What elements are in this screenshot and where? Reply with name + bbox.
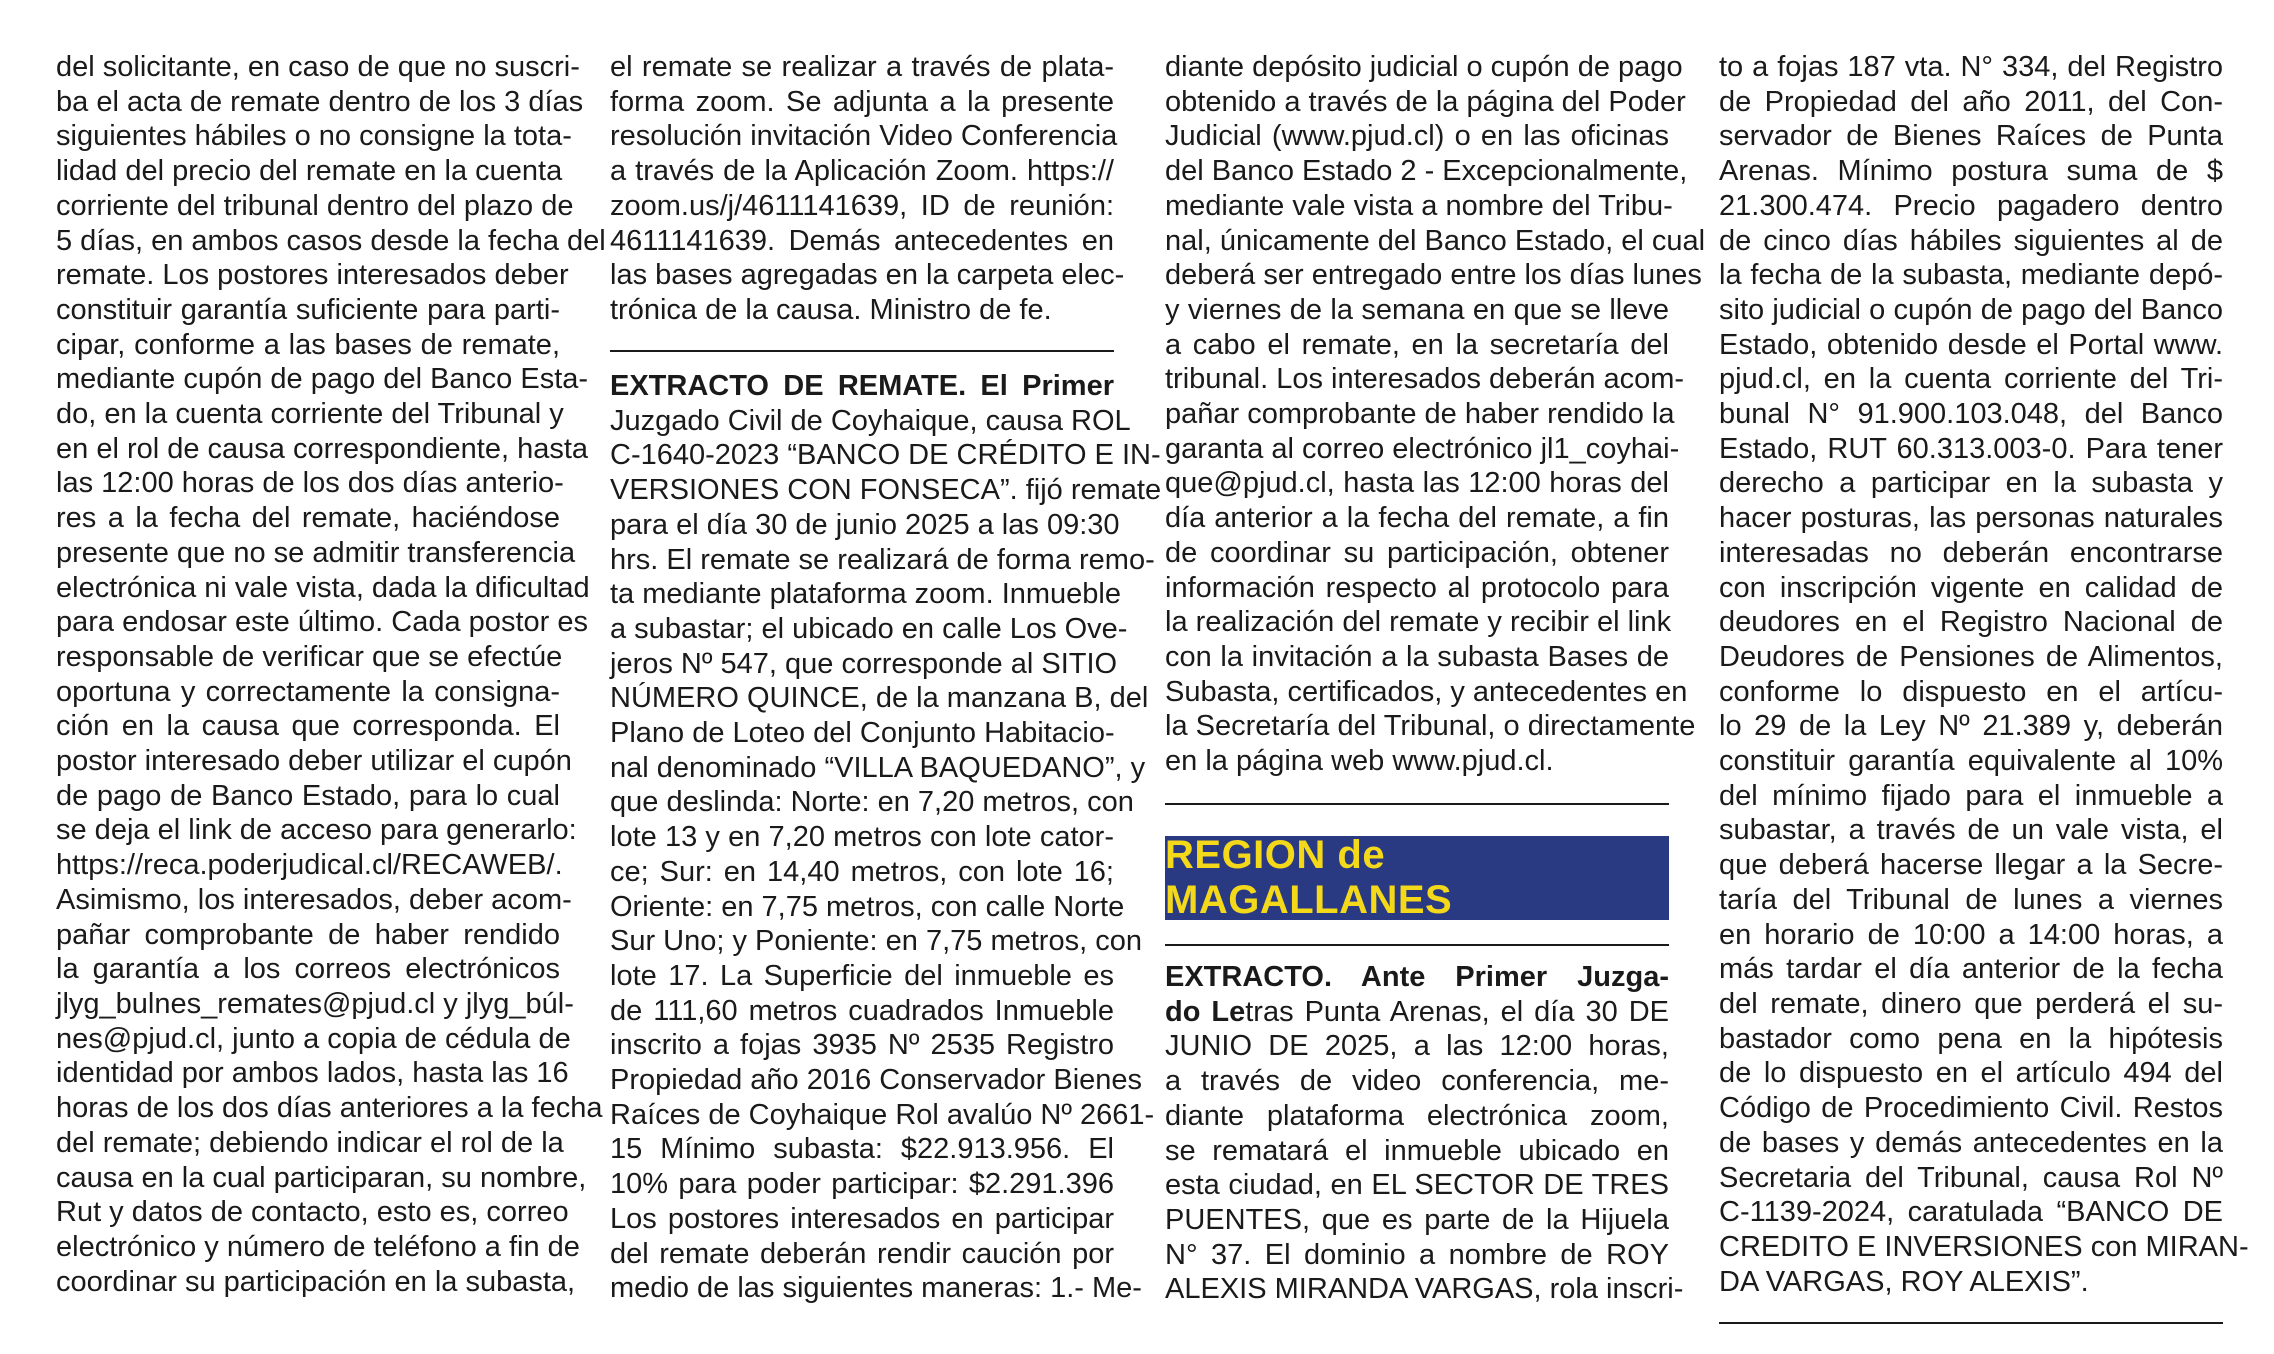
text-line: Estado, RUT 60.313.003-0. Para tener [1719,432,2223,465]
text-line: de Propiedad del año 2011, del Con- [1719,85,2223,118]
text-line: se deja el link de acceso para generarlo: [56,814,577,847]
text-line: Sur Uno; y Poniente: en 7,75 metros, con [610,925,1142,958]
region-banner: REGION de MAGALLANES [1165,836,1669,920]
text-line: hacer posturas, las personas naturales [1719,502,2223,535]
column-2-notice [610,369,1162,1306]
text-line: Arenas. Mínimo postura suma de $ [1719,155,2223,188]
text-line: se rematará el inmueble ubicado en [1165,1134,1669,1167]
text-line: en el rol de causa correspondiente, hasta [56,432,589,465]
text-line: to a fojas 187 vta. N° 334, del Registro [1719,51,2223,83]
text-line: constituir garantía equivalente al 10% [1719,745,2223,778]
text-line: de pago de Banco Estado, para lo cual [56,779,560,812]
text-line: a cabo el remate, en la secretaría del [1165,328,1669,361]
text-line: el remate se realizar a través de plata- [610,51,1114,83]
text-line: jlyg_bulnes_remates@pjud.cl y jlyg_búl- [56,987,574,1020]
text-line: 10% para poder participar: $2.291.396 [610,1168,1114,1201]
column-2-divider [610,350,1114,352]
text-line: subastar, a través de un vale vista, el [1719,814,2223,847]
text-line: taría del Tribunal de lunes a viernes [1719,883,2223,916]
text-line: para el día 30 de junio 2025 a las 09:30 [610,508,1120,541]
text-line: de 111,60 metros cuadrados Inmueble [610,994,1114,1027]
text-line: PUENTES, que es parte de la Hijuela [1165,1203,1669,1236]
text-line: de cinco días hábiles siguientes al de [1719,224,2223,257]
text-line: ALEXIS MIRANDA VARGAS, rola inscri- [1165,1273,1684,1306]
column-4 [1719,50,2249,1299]
text-line: 21.300.474. Precio pagadero dentro [1719,189,2223,222]
text-line: diante depósito judicial o cupón de pago [1165,51,1683,83]
text-line: nal, únicamente del Banco Estado, el cual [1165,224,1706,257]
text-line: Judicial (www.pjud.cl) o en las oficinas [1165,120,1669,153]
column-4-end-rule [1719,1322,2223,1324]
text-line: mediante cupón de pago del Banco Esta- [56,363,589,396]
text-line: 4611141639. Demás antecedentes en [610,224,1114,257]
text-line: en horario de 10:00 a 14:00 horas, a [1719,918,2223,951]
text-line: del mínimo fijado para el inmueble a [1719,779,2223,812]
text-line: y viernes de la semana en que se lleve [1165,293,1669,326]
text-line: la realización del remate y recibir el link [1165,606,1672,639]
text-line: horas de los dos días anteriores a la fecha [56,1092,603,1125]
text-line: obtenido a través de la página del Poder [1165,85,1686,118]
text-line: electrónica ni vale vista, dada la dificultad [56,571,590,604]
column-3-continuation [1165,50,1706,779]
text-line: Los postores interesados en participar [610,1202,1114,1235]
text-line: jeros Nº 547, que corresponde al SITIO [610,647,1118,680]
text-line: esta ciudad, en EL SECTOR DE TRES [1165,1169,1669,1202]
text-line: VERSIONES CON FONSECA”. fijó remate [610,474,1162,507]
text-line: CREDITO E INVERSIONES con MIRAN- [1719,1230,2249,1263]
text-line: las 12:00 horas de los dos días anterio- [56,467,564,500]
text-line: a subastar; el ubicado en calle Los Ove- [610,612,1128,645]
text-line: do, en la cuenta corriente del Tribunal y [56,398,564,431]
text-line: la garantía a los correos electrónicos [56,953,560,986]
text-line: diante plataforma electrónica zoom, [1165,1099,1669,1132]
text-line: presente que no se admitir transferencia [56,536,576,569]
text-line: corriente del tribunal dentro del plazo de [56,189,574,222]
text-line: res a la fecha del remate, haciéndose [56,502,560,535]
notice-body-coyhaique [610,404,1162,1306]
text-line: conforme lo dispuesto en el artícu- [1719,675,2223,708]
text-line: oportuna y correctamente la consigna- [56,675,560,708]
text-line: lidad del precio del remate en la cuenta [56,155,563,188]
text-line: pjud.cl, en la cuenta corriente del Tri- [1719,363,2223,396]
text-line: trónica de la causa. Ministro de fe. [610,293,1052,326]
text-line: Raíces de Coyhaique Rol avalúo Nº 2661- [610,1098,1155,1131]
notice-heading-bold-part: do Le [1165,995,1246,1028]
text-line: que deslinda: Norte: en 7,20 metros, con [610,786,1134,819]
text-line: inscrito a fojas 3935 Nº 2535 Registro [610,1029,1114,1062]
text-line: JUNIO DE 2025, a las 12:00 horas, [1165,1030,1669,1063]
text-line: información respecto al protocolo para [1165,571,1669,604]
notice-heading-rest: tras Punta Arenas, el día 30 DE [1245,995,1669,1028]
text-line: más tardar el día anterior de la fecha [1719,953,2223,986]
text-line: siguientes hábiles o no consigne la tota- [56,120,572,153]
text-line: día anterior a la fecha del remate, a fin [1165,502,1669,535]
text-line: del remate deberán rendir caución por [610,1237,1114,1270]
text-line: bunal N° 91.900.103.048, del Banco [1719,398,2223,431]
text-line: nal denominado “VILLA BAQUEDANO”, y [610,751,1146,784]
text-line: deudores en el Registro Nacional de [1719,606,2223,639]
text-line: constituir garantía suficiente para parti- [56,293,560,326]
text-line: sito judicial o cupón de pago del Banco [1719,293,2223,326]
text-line: de lo dispuesto en el artículo 494 del [1719,1057,2223,1090]
notice-heading-magallanes: EXTRACTO. Ante Primer Juzga- [1165,961,1669,993]
text-line: Juzgado Civil de Coyhaique, causa ROL [610,404,1131,437]
notice-body-magallanes [1165,1029,1684,1307]
text-line: en la página web www.pjud.cl. [1165,745,1554,778]
text-line: que@pjud.cl, hasta las 12:00 horas del [1165,467,1669,500]
text-line: coordinar su participación en la subasta, [56,1265,576,1298]
text-line: Subasta, certificados, y antecedentes en [1165,675,1688,708]
text-line: con inscripción vigente en calidad de [1719,571,2223,604]
text-line: ta mediante plataforma zoom. Inmueble [610,578,1121,611]
text-line: a través de la Aplicación Zoom. https:// [610,155,1114,188]
text-line: remate. Los postores interesados deber [56,259,569,292]
text-line: resolución invitación Video Conferencia [610,120,1118,153]
text-line: ce; Sur: en 14,40 metros, con lote 16; [610,855,1114,888]
text-line: cipar, conforme a las bases de remate, [56,328,560,361]
text-line: derecho a participar en la subasta y [1719,467,2223,500]
text-line: https://reca.poderjudical.cl/RECAWEB/. [56,849,563,882]
text-line: bastador como pena en la hipótesis [1719,1022,2223,1055]
text-line: hrs. El remate se realizará de forma remo- [610,543,1155,576]
text-line: forma zoom. Se adjunta a la presente [610,85,1114,118]
text-line: del Banco Estado 2 - Excepcionalmente, [1165,155,1688,188]
column-1 [56,50,606,1299]
text-line: nes@pjud.cl, junto a copia de cédula de [56,1022,571,1055]
text-line: N° 37. El dominio a nombre de ROY [1165,1238,1669,1271]
text-line: 5 días, en ambos casos desde la fecha del [56,224,606,257]
text-line: tribunal. Los interesados deberán acom- [1165,363,1685,396]
text-line: DA VARGAS, ROY ALEXIS”. [1719,1265,2089,1298]
text-line: pañar comprobante de haber rendido [56,918,560,951]
text-line: Plano de Loteo del Conjunto Habitacio- [610,717,1115,750]
column-3-divider-top [1165,803,1669,805]
text-line: Rut y datos de contacto, esto es, correo [56,1196,569,1229]
text-line: pañar comprobante de haber rendido la [1165,398,1675,431]
text-line: interesadas no deberán encontrarse [1719,536,2223,569]
text-line: Oriente: en 7,75 metros, con calle Norte [610,890,1125,923]
text-line: identidad por ambos lados, hasta las 16 [56,1057,569,1090]
text-line: lote 13 y en 7,20 metros con lote cator- [610,821,1114,854]
text-line: del remate, dinero que perderá el su- [1719,987,2223,1020]
text-line: Código de Procedimiento Civil. Restos [1719,1092,2223,1125]
text-line: para endosar este último. Cada postor es [56,606,588,639]
text-line: del remate; debiendo indicar el rol de la [56,1126,564,1159]
text-line: C-1640-2023 “BANCO DE CRÉDITO E IN- [610,439,1161,472]
text-line: Asimismo, los interesados, deber acom- [56,883,572,916]
text-line: deberá ser entregado entre los días lunes [1165,259,1702,292]
text-line: la fecha de la subasta, mediante depó- [1719,259,2223,292]
text-line: C-1139-2024, caratulada “BANCO DE [1719,1196,2223,1229]
text-line: lote 17. La Superficie del inmueble es [610,959,1114,992]
text-line: de coordinar su participación, obtener [1165,536,1669,569]
column-3-notice [1165,960,1684,1307]
column-3-divider-bottom [1165,944,1669,946]
text-line: del solicitante, en caso de que no suscri- [56,51,580,83]
text-line: servador de Bienes Raíces de Punta [1719,120,2223,153]
text-line: NÚMERO QUINCE, de la manzana B, del [610,682,1149,715]
text-line: causa en la cual participaran, su nombre, [56,1161,587,1194]
text-line: garanta al correo electrónico jl1_coyhai- [1165,432,1680,465]
text-line: responsable de verificar que se efectúe [56,640,563,673]
text-line: electrónico y número de teléfono a fin de [56,1230,580,1263]
notice-heading-magallanes-line2 [1165,995,1669,1030]
column-2-continuation [610,50,1125,328]
text-line: postor interesado deber utilizar el cupón [56,745,572,778]
text-line: Secretaria del Tribunal, causa Rol Nº [1719,1161,2223,1194]
text-line: la Secretaría del Tribunal, o directamente [1165,710,1696,743]
text-line: con la invitación a la subasta Bases de [1165,640,1669,673]
text-line: zoom.us/j/4611141639, ID de reunión: [610,189,1114,222]
text-line: de bases y demás antecedentes en la [1719,1126,2223,1159]
notice-heading-coyhaique: EXTRACTO DE REMATE. El Primer [610,370,1114,402]
text-line: Estado, obtenido desde el Portal www. [1719,328,2223,361]
text-line: ba el acta de remate dentro de los 3 días [56,85,584,118]
text-line: ción en la causa que corresponda. El [56,710,560,743]
text-line: las bases agregadas en la carpeta elec- [610,259,1125,292]
text-line: 15 Mínimo subasta: $22.913.956. El [610,1133,1114,1166]
text-line: que deberá hacerse llegar a la Secre- [1719,849,2223,882]
text-line: lo 29 de la Ley Nº 21.389 y, deberán [1719,710,2223,743]
text-line: Propiedad año 2016 Conservador Bienes [610,1064,1143,1097]
text-line: medio de las siguientes maneras: 1.- Me- [610,1272,1142,1305]
text-line: Deudores de Pensiones de Alimentos, [1719,640,2223,673]
text-line: a través de video conferencia, me- [1165,1065,1669,1098]
text-line: mediante vale vista a nombre del Tribu- [1165,189,1673,222]
